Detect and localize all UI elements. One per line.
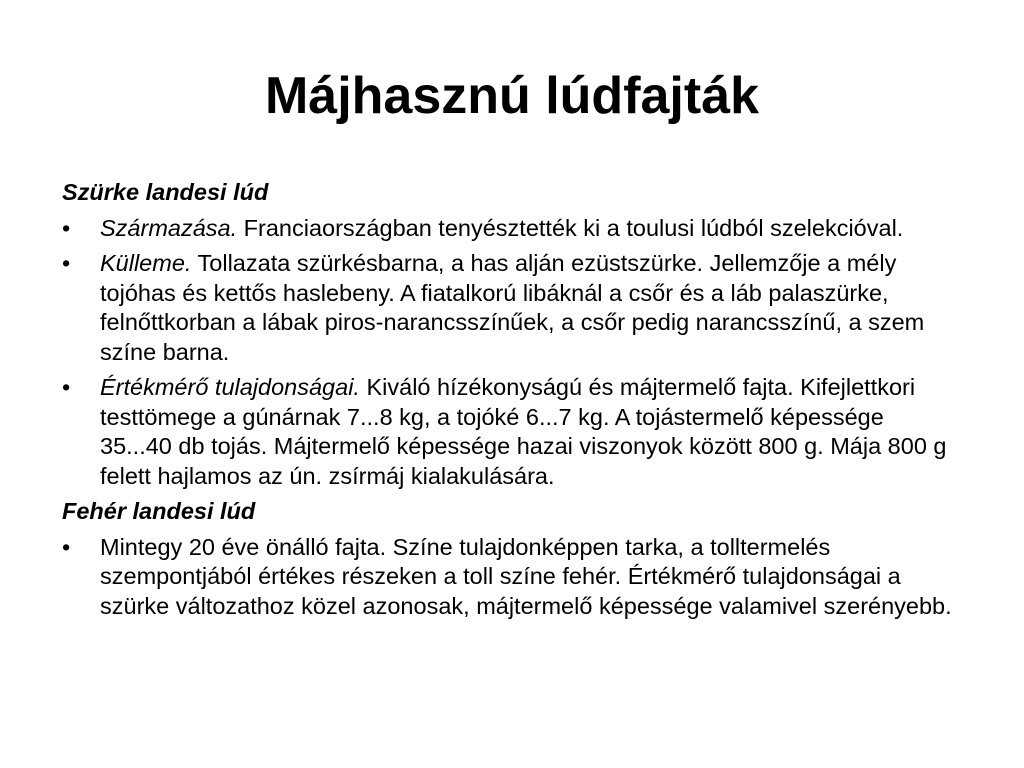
slide-content bbox=[62, 178, 962, 627]
bullet-description bbox=[62, 533, 962, 622]
bullet-lead: Származása. bbox=[100, 214, 238, 241]
bullet-text: Franciaországban tenyésztették ki a toulusi lúdból szelekcióval. bbox=[237, 214, 904, 241]
bullet-list bbox=[62, 533, 962, 622]
section-grey-landes-goose bbox=[62, 178, 962, 491]
section-heading: Fehér landesi lúd bbox=[62, 498, 256, 524]
bullet-icon: • bbox=[62, 250, 71, 276]
bullet-lead: Értékmérő tulajdonságai. bbox=[100, 374, 360, 400]
bullet-list bbox=[62, 214, 962, 492]
bullet-lead: Külleme. bbox=[100, 250, 192, 276]
bullet-appearance bbox=[62, 249, 962, 367]
slide-title: Májhasznú lúdfajták bbox=[264, 67, 760, 125]
bullet-text: Tollazata szürkésbarna, a has alján ezüstszürke. Jellemzője a mély tojóhas és kettős haslebeny. A fiatalkorú libáknál a csőr és a láb palaszürke, felnőttkorban a lábak piros-narancsszínűek, a csőr pedig narancsszínű, a szem színe barna. bbox=[100, 250, 925, 365]
bullet-origin bbox=[62, 214, 962, 244]
bullet-icon: • bbox=[62, 533, 71, 560]
section-heading: Szürke landesi lúd bbox=[62, 179, 269, 205]
bullet-text: Kiváló hízékonyságú és májtermelő fajta. Kifejlettkori testtömege a gúnárnak 7...8 kg, a tojóké 6...7 kg. A tojástermelő képessége 35...40 db tojás. Májtermelő képessége hazai viszonyok között 800 g. Mája 800 g felett hajlamos az ún. zsírmáj kialakulására. bbox=[100, 374, 947, 489]
bullet-icon: • bbox=[62, 214, 71, 241]
section-white-landes-goose bbox=[62, 497, 962, 621]
bullet-traits bbox=[62, 373, 962, 491]
bullet-icon: • bbox=[62, 374, 71, 400]
bullet-text: Mintegy 20 éve önálló fajta. Színe tulajdonképpen tarka, a tolltermelés szempontjából értékes részeken a toll színe fehér. Értékmérő tulajdonságai a szürke változathoz közel azonosak, májtermelő képessége valamivel szerényebb. bbox=[100, 533, 952, 619]
